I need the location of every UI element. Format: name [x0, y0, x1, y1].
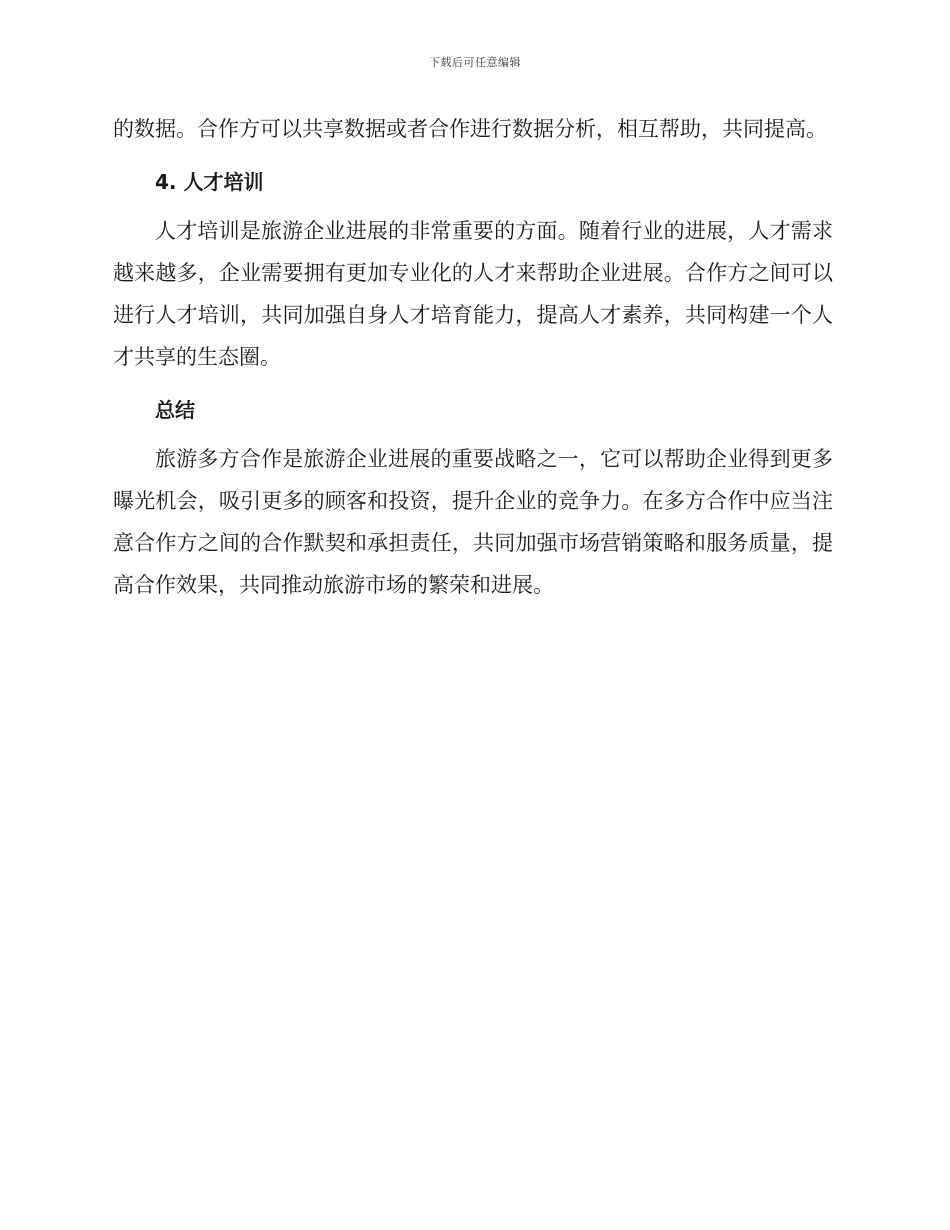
talent-training-paragraph: 人才培训是旅游企业进展的非常重要的方面。随着行业的进展，人才需求越来越多，企业需要拥有更加专业化的人才来帮助企业进展。合作方之间可以进行人才培训，共同加强自身人才培育能力，提高人才素养，共同构建一个人才共享的生态圈。	[113, 219, 833, 369]
document-body	[113, 108, 833, 606]
section-heading-summary: 总结	[155, 398, 195, 422]
intro-paragraph: 的数据。合作方可以共享数据或者合作进行数据分析，相互帮助，共同提高。	[113, 117, 827, 141]
section-heading-talent-training: 4. 人才培训	[155, 170, 264, 194]
summary-paragraph: 旅游多方合作是旅游企业进展的重要战略之一，它可以帮助企业得到更多曝光机会，吸引更多的顾客和投资，提升企业的竞争力。在多方合作中应当注意合作方之间的合作默契和承担责任，共同加强市场营销策略和服务质量，提高合作效果，共同推动旅游市场的繁荣和进展。	[113, 447, 833, 597]
header-note: 下载后可任意编辑	[429, 56, 521, 69]
